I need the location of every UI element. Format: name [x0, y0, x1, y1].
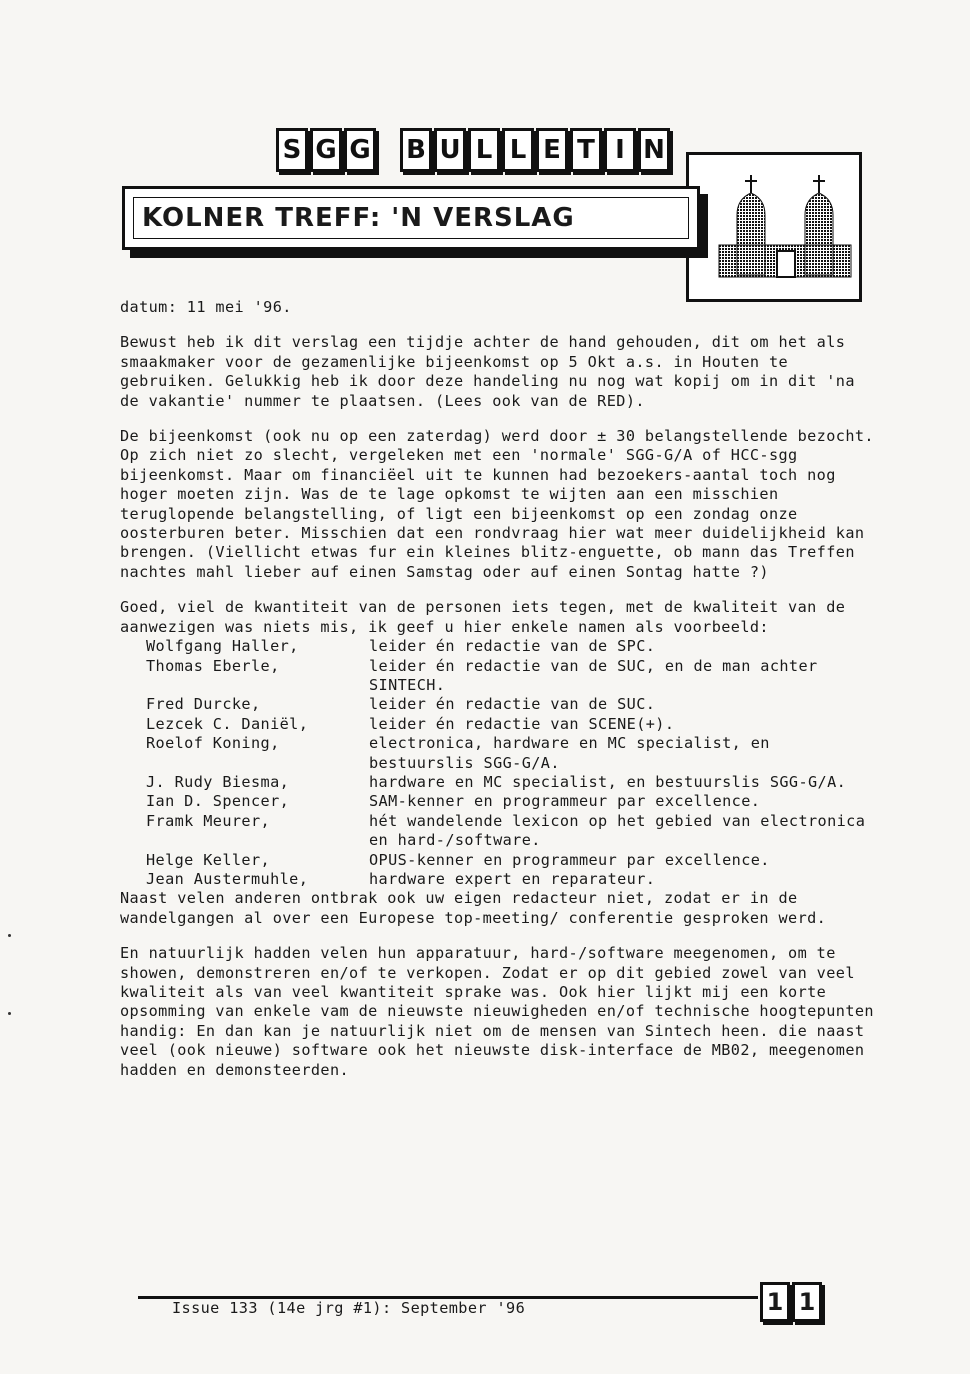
- masthead-letter: G: [310, 128, 342, 172]
- paragraph: En natuurlijk hadden velen hun apparatuur, hard-/software meegenomen, om te showen, demonstreren en/of te verkopen. Zodat er op dit gebied zowel van veel kwaliteit als van veel kwantiteit sprake was. Ook hier lijkt mij een korte opsomming van enkele vam de nieuwste nieuwigheden en/of technische hoogtepunten handig: En dan kan je natuurlijk niet om de mensen van Sintech heen. die naast veel (ook nieuwe) software ook het nieuwste disk-interface de MB02, meegenomen hadden en demonsteerden.: [120, 944, 874, 1079]
- attendee-name: Roelof Koning,: [146, 734, 280, 753]
- attendee-name: Lezcek C. Daniël,: [146, 714, 309, 733]
- date-line: datum: 11 mei '96.: [120, 298, 292, 316]
- masthead-letter: N: [638, 128, 670, 172]
- list-item: [146, 773, 880, 792]
- attendee-name: Jean Austermuhle,: [146, 869, 309, 888]
- list-item: [146, 695, 880, 714]
- masthead-letter: G: [344, 128, 376, 172]
- masthead-letter: B: [400, 128, 432, 172]
- article-body: [120, 298, 880, 1080]
- masthead-letter: L: [502, 128, 534, 172]
- attendee-role: SAM-kenner en programmeur par excellence.: [369, 792, 761, 811]
- article-title-box: [122, 186, 700, 250]
- masthead-letter: E: [536, 128, 568, 172]
- attendee-name: Ian D. Spencer,: [146, 792, 290, 811]
- paragraph: Naast velen anderen ontbrak ook uw eigen redacteur niet, zodat er in de wandelgangen al over een Europese top-meeting/ conferentie gesproken werd.: [120, 889, 827, 927]
- attendee-role: leider én redactie van SCENE(+).: [369, 714, 675, 733]
- masthead-letter: S: [276, 128, 308, 172]
- article-title: KOLNER TREFF: 'N VERSLAG: [142, 203, 575, 233]
- attendee-name: Fred Durcke,: [146, 695, 261, 714]
- attendee-name: J. Rudy Biesma,: [146, 772, 290, 791]
- masthead-letter: T: [570, 128, 602, 172]
- page-number: [760, 1282, 822, 1322]
- list-item: [146, 792, 880, 811]
- attendee-role: hét wandelende lexicon op het gebied van electronica en hard-/software.: [369, 811, 866, 850]
- attendee-list: [146, 637, 880, 889]
- masthead-letter: L: [468, 128, 500, 172]
- attendee-role: hardware en MC specialist, en bestuurslis SGG-G/A.: [369, 772, 847, 791]
- page-number-digit: 1: [792, 1282, 822, 1322]
- list-item: [146, 637, 880, 656]
- page-number-digit: 1: [760, 1282, 790, 1322]
- list-item: [146, 715, 880, 734]
- attendee-role: leider én redactie van de SUC, en de man achter SINTECH.: [369, 656, 818, 694]
- list-item: [146, 812, 880, 851]
- attendee-role: OPUS-kenner en programmeur par excellence.: [369, 850, 770, 869]
- paragraph: Bewust heb ik dit verslag een tijdje achter de hand gehouden, dit om het als smaakmaker voor de gezamenlijke bijeenkomst op 5 Okt a.s. in Houten te gebruiken. Gelukkig heb ik door deze handeling nu nog wat kopij om in dit 'na de vakantie' nummer te plaatsen. (Lees ook van de RED).: [120, 333, 855, 410]
- list-item: [146, 657, 880, 696]
- attendee-name: Framk Meurer,: [146, 811, 271, 830]
- paragraph: De bijeenkomst (ook nu op een zaterdag) werd door ± 30 belangstellende bezocht. Op zich niet zo slecht, vergeleken met een 'normale' SGG-G/A of HCC-sgg bijeenkomst. Maar om financiëel uit te kunnen had bezoekers-aantal toch nog hoger moeten zijn. Was de te lage opkomst te wijten aan een misschien teruglopende belangstelling, of ligt een bijeenkomst op een zondag onze oosterburen beter. Misschien dat een rondvraag hier wat meer duidelijkheid kan brengen. (Viellicht etwas fur ein kleines blitz-enguette, ob mann das Treffen nachtes mahl lieber auf einen Samstag oder auf einen Sontag hatte ?): [120, 427, 874, 581]
- attendee-name: Wolfgang Haller,: [146, 637, 299, 656]
- cathedral-towers-icon: [686, 152, 862, 302]
- attendee-role: electronica, hardware en MC specialist, en bestuurslis SGG-G/A.: [369, 734, 770, 772]
- paragraph: Goed, viel de kwantiteit van de personen iets tegen, met de kwaliteit van de aanwezigen was niets mis, ik geef u hier enkele namen als voorbeeld:: [120, 598, 846, 636]
- attendee-name: Helge Keller,: [146, 850, 271, 869]
- binding-hole-mark: [8, 934, 11, 937]
- list-item: [146, 851, 880, 870]
- issue-footer: Issue 133 (14e jrg #1): September '96: [172, 1299, 526, 1317]
- list-item: [146, 734, 880, 773]
- attendee-name: Thomas Eberle,: [146, 656, 280, 675]
- masthead: [276, 128, 670, 172]
- attendee-role: hardware expert en reparateur.: [369, 869, 656, 888]
- masthead-letter: U: [434, 128, 466, 172]
- list-item: [146, 870, 880, 889]
- masthead-letter: I: [604, 128, 636, 172]
- attendee-role: leider én redactie van de SPC.: [369, 637, 656, 656]
- attendee-role: leider én redactie van de SUC.: [369, 695, 656, 714]
- binding-hole-mark: [8, 1012, 11, 1015]
